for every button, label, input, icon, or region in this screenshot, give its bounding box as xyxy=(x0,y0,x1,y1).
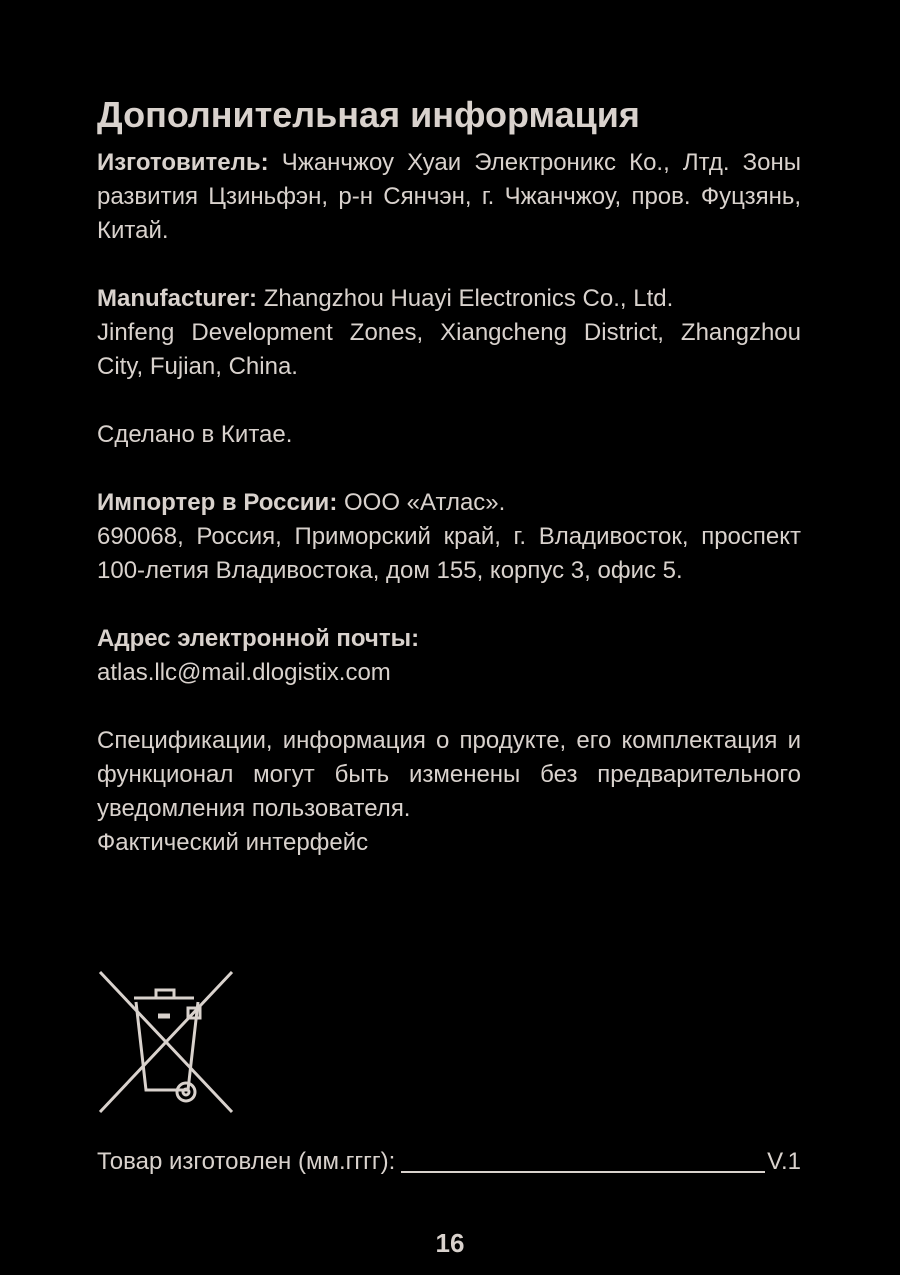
content xyxy=(97,92,801,894)
crossed-out-wheelie-bin-icon xyxy=(96,968,236,1116)
disclaimer xyxy=(97,724,801,860)
manufacturer-ru-label: Изготовитель: xyxy=(97,149,269,176)
importer-label: Импортер в России: xyxy=(97,489,338,516)
manufacturer-ru-text: Чжанчжоу Хуаи Электроникс Ко., Лтд. Зоны развития Цзиньфэн, р-н Сянчэн, г. Чжанчжоу, пров. Фуцзянь, Китай. xyxy=(97,149,801,244)
importer xyxy=(97,486,801,588)
production-date-label: Товар изготовлен (мм.гггг): xyxy=(97,1148,396,1175)
manufacturer-en-label: Manufacturer: xyxy=(97,285,258,312)
manufacturer-ru xyxy=(97,146,801,248)
page-title: Дополнительная информация xyxy=(97,94,640,135)
disclaimer-line2: Фактический интерфейс xyxy=(97,829,369,856)
email-block xyxy=(97,622,801,690)
manufacturer-en-address: Jinfeng Development Zones, Xiangcheng District, Zhangzhou City, Fujian, China. xyxy=(97,319,801,380)
importer-name: ООО «Атлас». xyxy=(343,489,506,516)
manufacturer-en-name: Zhangzhou Huayi Electronics Co., Ltd. xyxy=(263,285,674,312)
email-label: Адрес электронной почты: xyxy=(97,625,420,652)
production-date-line xyxy=(97,1145,801,1179)
production-date-blank xyxy=(401,1170,765,1173)
email-value: atlas.llc@mail.dlogistix.com xyxy=(97,659,391,686)
manufacturer-en xyxy=(97,282,801,384)
version-label: V.1 xyxy=(767,1148,801,1175)
disclaimer-text: Спецификации, информация о продукте, его комплектация и функционал могут быть изменены без предварительного уведомления пользователя. xyxy=(97,727,801,822)
importer-address: 690068, Россия, Приморский край, г. Владивосток, проспект 100-летия Владивостока, дом 155, корпус 3, офис 5. xyxy=(97,523,801,584)
made-in: Сделано в Китае. xyxy=(97,421,293,448)
page-number: 16 xyxy=(435,1228,465,1258)
